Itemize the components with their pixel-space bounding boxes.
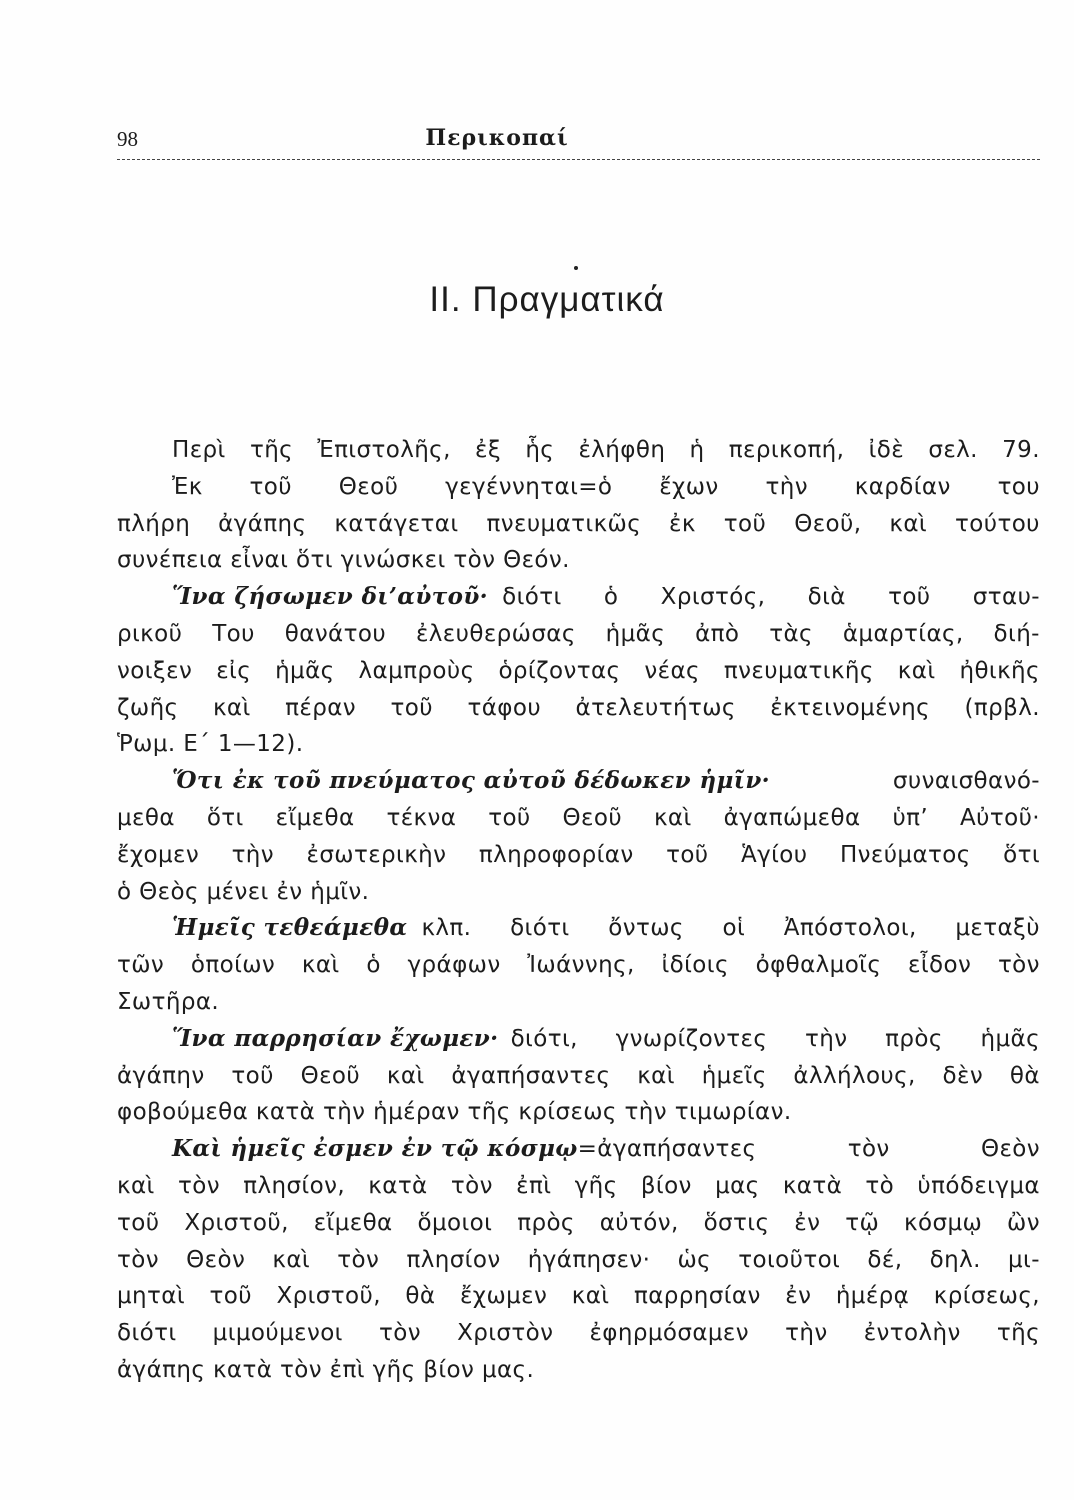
word: αὐτόν, [599, 1209, 679, 1236]
word: μηταὶ [117, 1283, 186, 1310]
word: πλήρη [117, 510, 191, 537]
word: ἐκτεινομένης [770, 694, 931, 721]
word: πρὸς [517, 1209, 575, 1236]
section-title: ΙΙ. Πραγματικά [429, 280, 665, 319]
word: θανάτου [284, 620, 387, 647]
word: τούτου [955, 510, 1040, 537]
word: εἶδον [908, 952, 972, 979]
word: καὶ [889, 510, 928, 537]
word: τοῦ [488, 804, 531, 831]
word: μιμούμενοι [212, 1320, 343, 1347]
word: νέας [644, 657, 700, 684]
word: καὶ [653, 804, 692, 831]
word: οἱ [722, 915, 746, 942]
word: ἔχομεν [117, 841, 200, 868]
word: γνωρίζοντες [615, 1025, 768, 1052]
word: ὑπόδειγμα [917, 1172, 1040, 1199]
word: πνευματικῶς [486, 510, 642, 537]
word: ἡ [689, 437, 705, 463]
word: Αὐτοῦ· [960, 804, 1040, 831]
word: τάφου [467, 694, 542, 721]
word: καὶ [272, 1246, 311, 1273]
word: ἁμαρτίας, [842, 620, 964, 647]
paragraph-5-line: Σωτῆρα. [117, 988, 220, 1015]
paragraph-4-heading: Ὅτι ἐκ τοῦ πνεύματος αὐτοῦ δέδωκεν ἡμῖν· [172, 767, 771, 795]
word: τοῦ [666, 841, 709, 868]
paragraph-5-line [117, 910, 1040, 947]
word: ὅτι [1003, 841, 1040, 868]
word: τὸν [378, 1320, 421, 1347]
word: παρρησίαν [633, 1283, 761, 1310]
word: πλησίον, [243, 1172, 346, 1199]
word: ὁρίζοντας [498, 657, 621, 684]
word: ἐν [785, 1283, 812, 1310]
word: ἔχων [659, 473, 719, 500]
word: τὴν [765, 473, 808, 500]
paragraph-3-line [117, 653, 1040, 690]
word: πέραν [285, 694, 357, 721]
word: ἔχωμεν [459, 1283, 548, 1310]
word: ἐπὶ [516, 1172, 552, 1199]
word: Χριστός, [660, 584, 766, 611]
word: Ἀπόστολοι, [783, 915, 917, 942]
word: ἀγαπώμεθα [723, 804, 861, 831]
paragraph-3-line [117, 690, 1040, 727]
word: κατὰ [782, 1172, 843, 1199]
word: ἠγάπησεν· [527, 1246, 651, 1273]
paragraph-7-line-1 [578, 1131, 1040, 1168]
word: εἰς [216, 657, 252, 684]
word: διότι, [510, 1025, 578, 1052]
paragraph-3-line [117, 579, 1040, 616]
word: κατάγεται [334, 510, 459, 537]
word: καὶ [301, 952, 340, 979]
word: ἀγαπήσαντες [451, 1062, 611, 1089]
word: νοιξεν [117, 657, 193, 684]
word: τῷ [845, 1209, 880, 1236]
word: διή- [993, 620, 1040, 647]
word: Θεοῦ [300, 1062, 361, 1089]
word: Ἐπιστολῆς, [317, 437, 451, 463]
word: Θεοῦ, [794, 510, 862, 537]
word: θὰ [1009, 1062, 1040, 1089]
word: Θεοῦ [562, 804, 623, 831]
paragraph-7-line [117, 1168, 1040, 1205]
word: θὰ [405, 1283, 436, 1310]
word: ὅτι [206, 804, 244, 831]
word: ὑπ’ [892, 804, 929, 831]
word: καὶ [117, 1172, 155, 1199]
word: εἴμεθα [313, 1209, 393, 1236]
word: διότι [510, 915, 570, 942]
word: καὶ [386, 1062, 425, 1089]
word: ἡμᾶς [980, 1025, 1040, 1052]
paragraph-2-line [117, 469, 1040, 506]
word: καρδίαν [854, 473, 951, 500]
word: κόσμῳ [904, 1209, 983, 1236]
word: Πνεύματος [839, 841, 971, 868]
word: μας [715, 1172, 760, 1199]
word: πλησίον [406, 1246, 501, 1273]
paragraph-4-line [117, 800, 1040, 837]
word: κρίσεως, [933, 1283, 1040, 1310]
paragraph-6-line: φοβούμεθα κατὰ τὴν ἡμέραν τῆς κρίσεως τὴν τιμωρίαν. [117, 1099, 792, 1126]
word: ἀλλήλους, [793, 1062, 916, 1089]
word: ὢν [1007, 1209, 1040, 1236]
word: ἡμᾶς [605, 620, 666, 647]
word: διὰ [807, 584, 846, 611]
paragraph-1-line [117, 432, 1040, 469]
word: διότι [117, 1320, 177, 1347]
word: (πρβλ. [964, 694, 1040, 721]
page-number: 98 [117, 127, 138, 151]
word: τὸν [847, 1136, 890, 1163]
word: Περὶ [172, 437, 226, 463]
word: 79. [1002, 437, 1040, 463]
paragraph-4-line [117, 837, 1040, 874]
paragraph-5-heading: Ἡμεῖς τεθεάμεθα [172, 914, 408, 942]
word: Θεοῦ [338, 473, 399, 500]
word: τῆς [249, 437, 294, 463]
word: σελ. [928, 437, 978, 463]
paragraph-7-line: ἀγάπης κατὰ τὸν ἐπὶ γῆς βίον μας. [117, 1356, 535, 1383]
word: ὅμοιοι [417, 1209, 493, 1236]
word: τὸν [997, 952, 1040, 979]
word: ἐσωτερικὴν [306, 841, 447, 868]
paragraph-3-line: Ῥωμ. Ε΄ 1—12). [117, 731, 304, 758]
word: ἰδὲ [868, 437, 905, 463]
paragraph-7-line [117, 1315, 1040, 1352]
word: ἡμεῖς [701, 1062, 767, 1089]
word: τὸν [337, 1246, 380, 1273]
word: Θεὸν [186, 1246, 246, 1273]
word: τὸ [865, 1172, 895, 1199]
word: ἠθικῆς [959, 657, 1040, 684]
word: ὀφθαλμοῖς [755, 952, 882, 979]
paragraph-4-line [117, 763, 1040, 800]
word: ἀτελευτήτως [575, 694, 736, 721]
word: τέκνα [386, 804, 457, 831]
paragraph-3-line [117, 616, 1040, 653]
word: τοῦ [117, 1209, 160, 1236]
paragraph-7-heading: Καὶ ἡμεῖς ἐσμεν ἐν τῷ κόσμῳ [172, 1135, 578, 1163]
paragraph-7-line [117, 1205, 1040, 1242]
paragraph-2-line [117, 506, 1040, 543]
word: τῶν [117, 952, 165, 979]
word: κλπ. [421, 915, 472, 942]
word: ἀπὸ [695, 620, 740, 647]
word: λαμπροὺς [358, 657, 475, 684]
word: Χριστοῦ, [276, 1283, 381, 1310]
paragraph-6-heading: Ἵνα παρρησίαν ἔχωμεν· [172, 1024, 499, 1052]
word: περικοπή, [728, 437, 845, 463]
word: ὁποίων [190, 952, 276, 979]
word: τὸν [117, 1246, 159, 1273]
word: ἡμᾶς [275, 657, 335, 684]
word: τοῦ [249, 473, 292, 500]
word: ἐν [794, 1209, 821, 1236]
word: τοῦ [723, 510, 767, 537]
word: ἐλήφθη [578, 437, 666, 463]
word: σταυ- [972, 584, 1040, 611]
word: ἐφηρμόσαμεν [589, 1320, 750, 1347]
word: μεθα [117, 804, 175, 831]
body-text [117, 432, 1040, 1389]
paragraph-3-heading: Ἵνα ζήσωμεν δι’αὐτοῦ· [172, 583, 489, 611]
word: Χριστοῦ, [184, 1209, 289, 1236]
word: ὁ [366, 952, 381, 979]
word: τοιοῦτοι [738, 1246, 841, 1273]
word: τοῦ [209, 1283, 252, 1310]
word: πληροφορίαν [478, 841, 634, 868]
paragraph-7-line [117, 1278, 1040, 1315]
paragraph-6-line [117, 1058, 1040, 1095]
running-head [117, 125, 1040, 160]
paragraph-7-line [117, 1131, 1040, 1168]
word: ρικοῦ [117, 620, 183, 647]
word: καὶ [571, 1283, 610, 1310]
word: τὰς [769, 620, 813, 647]
word: διότι [502, 584, 562, 611]
word: τῆς [996, 1320, 1040, 1347]
word: ἐντολὴν [863, 1320, 961, 1347]
paragraph-4-line-1: συναισθανό- [892, 768, 1040, 795]
paragraph-7-line [117, 1242, 1040, 1279]
word: ἐκ [669, 510, 696, 537]
word: δηλ. [929, 1246, 981, 1273]
word: ἀγάπην [117, 1062, 205, 1089]
word: ἐλευθερώσας [415, 620, 576, 647]
word: βίον [640, 1172, 692, 1199]
word: καὶ [212, 694, 251, 721]
word: γεγέννηται=ὁ [445, 473, 613, 500]
paragraph-6-line-1 [511, 1021, 1040, 1058]
paragraph-4-line: ὁ Θεὸς μένει ἐν ἡμῖν. [117, 878, 370, 905]
word: =ἀγαπήσαντες [577, 1136, 757, 1163]
word: τοῦ [231, 1062, 274, 1089]
paragraph-5-line-1 [421, 910, 1040, 947]
word: Ἐκ [172, 473, 203, 500]
ornament-dot [574, 266, 578, 270]
word: ὁ [603, 584, 619, 611]
word: ἀγάπης [218, 510, 307, 537]
word: του [997, 473, 1040, 500]
word: πρὸς [885, 1025, 943, 1052]
word: ἐξ [475, 437, 502, 463]
word: ὡς [677, 1246, 712, 1273]
word: τὴν [785, 1320, 828, 1347]
word: εἴμεθα [275, 804, 355, 831]
word: ὅστις [703, 1209, 770, 1236]
paragraph-6-line [117, 1021, 1040, 1058]
word: μεταξὺ [955, 915, 1040, 942]
word: τοῦ [888, 584, 931, 611]
word: ζωῆς [117, 694, 179, 721]
word: κατὰ [368, 1172, 428, 1199]
word: τὸν [450, 1172, 493, 1199]
word: δέ, [867, 1246, 903, 1273]
word: τὴν [804, 1025, 848, 1052]
word: τοῦ [390, 694, 433, 721]
paragraph-5-line [117, 947, 1040, 984]
word: Ἁγίου [740, 841, 808, 868]
paragraph-2-line: συνέπεια εἶναι ὅτι γινώσκει τὸν Θεόν. [117, 547, 570, 574]
paragraph-3-line-1 [502, 579, 1040, 616]
word: ἰδίοις [661, 952, 729, 979]
word: γῆς [574, 1172, 618, 1199]
word: Του [212, 620, 255, 647]
word: Χριστὸν [457, 1320, 554, 1347]
word: γράφων [407, 952, 501, 979]
word: ἡμέρᾳ [835, 1283, 910, 1310]
word: τὴν [231, 841, 275, 868]
word: Θεὸν [980, 1136, 1040, 1163]
word: καὶ [637, 1062, 675, 1089]
word: ἧς [525, 437, 555, 463]
word: ὄντως [608, 915, 684, 942]
word: μι- [1007, 1246, 1040, 1273]
word: πνευματικῆς [723, 657, 874, 684]
word: τὸν [177, 1172, 220, 1199]
word: Ἰωάννης, [527, 952, 635, 979]
word: δὲν [942, 1062, 984, 1089]
running-title: Περικοπαί [425, 125, 569, 151]
word: καὶ [897, 657, 936, 684]
